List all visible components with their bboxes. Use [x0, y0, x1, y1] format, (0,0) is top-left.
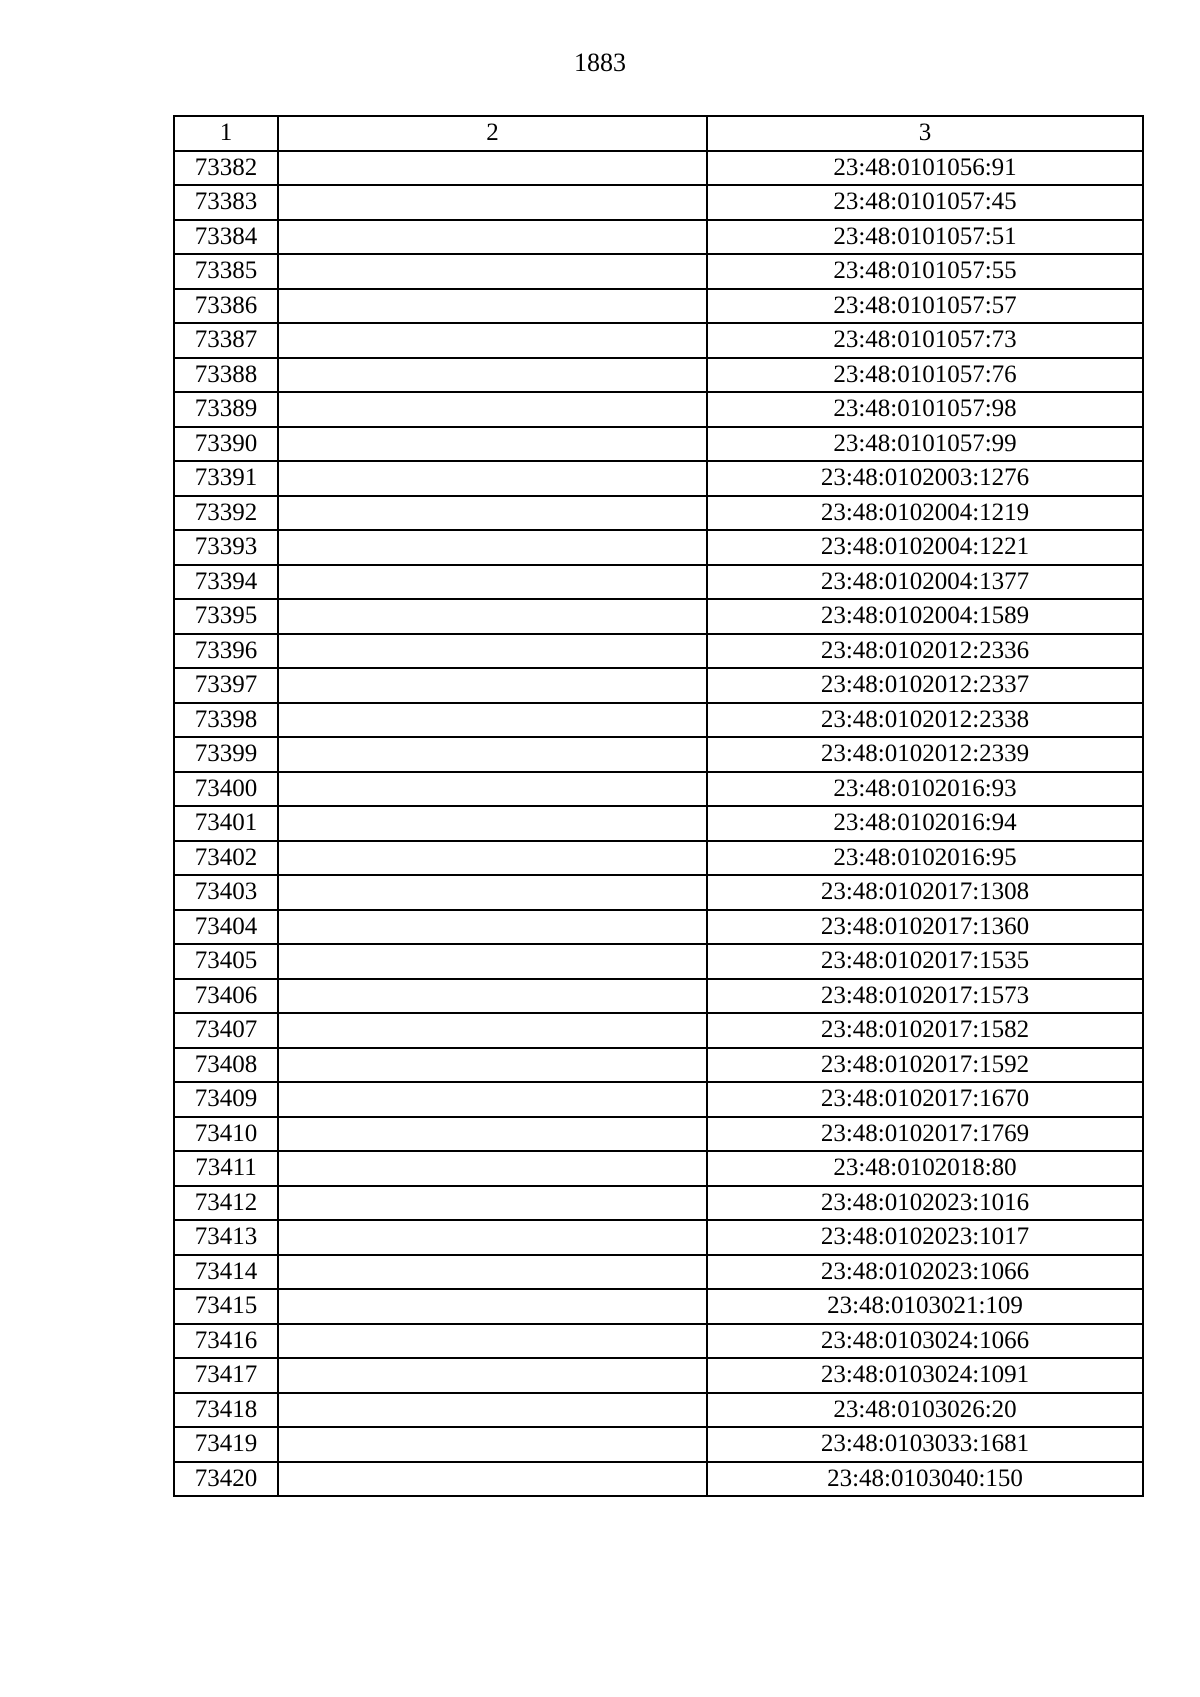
registry-table [173, 115, 1144, 1497]
cadastral-number-cell: 23:48:0101056:91 [707, 151, 1143, 186]
cadastral-number-cell: 23:48:0102018:80 [707, 1151, 1143, 1186]
cadastral-number-cell: 23:48:0102012:2339 [707, 737, 1143, 772]
description-cell [278, 1462, 707, 1497]
cadastral-number-cell: 23:48:0102017:1573 [707, 979, 1143, 1014]
table-body [174, 151, 1143, 1497]
cadastral-number-cell: 23:48:0102004:1219 [707, 496, 1143, 531]
cadastral-number-cell: 23:48:0101057:73 [707, 323, 1143, 358]
description-cell [278, 599, 707, 634]
description-cell [278, 1289, 707, 1324]
table-row [174, 1151, 1143, 1186]
row-number-cell: 73385 [174, 254, 278, 289]
column-header-1: 1 [174, 116, 278, 151]
cadastral-number-cell: 23:48:0102016:93 [707, 772, 1143, 807]
description-cell [278, 323, 707, 358]
table-row [174, 1289, 1143, 1324]
row-number-cell: 73393 [174, 530, 278, 565]
cadastral-number-cell: 23:48:0103024:1091 [707, 1358, 1143, 1393]
row-number-cell: 73397 [174, 668, 278, 703]
table-row [174, 530, 1143, 565]
table-row [174, 1255, 1143, 1290]
row-number-cell: 73386 [174, 289, 278, 324]
row-number-cell: 73415 [174, 1289, 278, 1324]
description-cell [278, 634, 707, 669]
cadastral-number-cell: 23:48:0101057:76 [707, 358, 1143, 393]
cadastral-number-cell: 23:48:0101057:45 [707, 185, 1143, 220]
description-cell [278, 427, 707, 462]
cadastral-number-cell: 23:48:0102004:1221 [707, 530, 1143, 565]
row-number-cell: 73405 [174, 944, 278, 979]
description-cell [278, 737, 707, 772]
row-number-cell: 73400 [174, 772, 278, 807]
cadastral-number-cell: 23:48:0102012:2337 [707, 668, 1143, 703]
row-number-cell: 73418 [174, 1393, 278, 1428]
description-cell [278, 461, 707, 496]
row-number-cell: 73407 [174, 1013, 278, 1048]
description-cell [278, 772, 707, 807]
description-cell [278, 1048, 707, 1083]
table-row [174, 1082, 1143, 1117]
row-number-cell: 73392 [174, 496, 278, 531]
description-cell [278, 289, 707, 324]
table-row [174, 496, 1143, 531]
description-cell [278, 875, 707, 910]
row-number-cell: 73383 [174, 185, 278, 220]
cadastral-number-cell: 23:48:0101057:55 [707, 254, 1143, 289]
row-number-cell: 73411 [174, 1151, 278, 1186]
row-number-cell: 73395 [174, 599, 278, 634]
description-cell [278, 1324, 707, 1359]
row-number-cell: 73416 [174, 1324, 278, 1359]
description-cell [278, 1151, 707, 1186]
cadastral-number-cell: 23:48:0102017:1592 [707, 1048, 1143, 1083]
row-number-cell: 73399 [174, 737, 278, 772]
cadastral-number-cell: 23:48:0102017:1308 [707, 875, 1143, 910]
row-number-cell: 73419 [174, 1427, 278, 1462]
table-row [174, 944, 1143, 979]
description-cell [278, 358, 707, 393]
cadastral-number-cell: 23:48:0102023:1017 [707, 1220, 1143, 1255]
cadastral-number-cell: 23:48:0101057:57 [707, 289, 1143, 324]
description-cell [278, 1358, 707, 1393]
row-number-cell: 73414 [174, 1255, 278, 1290]
cadastral-number-cell: 23:48:0103033:1681 [707, 1427, 1143, 1462]
description-cell [278, 1082, 707, 1117]
table-row [174, 634, 1143, 669]
description-cell [278, 1186, 707, 1221]
description-cell [278, 565, 707, 600]
page-number: 1883 [574, 48, 626, 77]
description-cell [278, 944, 707, 979]
table-row [174, 427, 1143, 462]
table-row [174, 392, 1143, 427]
cadastral-number-cell: 23:48:0102017:1670 [707, 1082, 1143, 1117]
description-cell [278, 151, 707, 186]
row-number-cell: 73401 [174, 806, 278, 841]
cadastral-number-cell: 23:48:0103026:20 [707, 1393, 1143, 1428]
cadastral-number-cell: 23:48:0102004:1377 [707, 565, 1143, 600]
cadastral-number-cell: 23:48:0102017:1360 [707, 910, 1143, 945]
row-number-cell: 73410 [174, 1117, 278, 1152]
description-cell [278, 1220, 707, 1255]
row-number-cell: 73404 [174, 910, 278, 945]
table-row [174, 772, 1143, 807]
table-row [174, 358, 1143, 393]
table-row [174, 1220, 1143, 1255]
row-number-cell: 73387 [174, 323, 278, 358]
table-row [174, 1048, 1143, 1083]
table-row [174, 1462, 1143, 1497]
table-row [174, 1324, 1143, 1359]
description-cell [278, 530, 707, 565]
row-number-cell: 73389 [174, 392, 278, 427]
column-header-2: 2 [278, 116, 707, 151]
row-number-cell: 73384 [174, 220, 278, 255]
table-row [174, 1186, 1143, 1221]
cadastral-number-cell: 23:48:0102016:94 [707, 806, 1143, 841]
description-cell [278, 668, 707, 703]
table-row [174, 289, 1143, 324]
cadastral-number-cell: 23:48:0102017:1769 [707, 1117, 1143, 1152]
table-row [174, 875, 1143, 910]
table-row [174, 599, 1143, 634]
description-cell [278, 979, 707, 1014]
description-cell [278, 220, 707, 255]
description-cell [278, 1393, 707, 1428]
table-row [174, 806, 1143, 841]
cadastral-number-cell: 23:48:0103024:1066 [707, 1324, 1143, 1359]
row-number-cell: 73402 [174, 841, 278, 876]
cadastral-number-cell: 23:48:0102017:1582 [707, 1013, 1143, 1048]
cadastral-number-cell: 23:48:0102023:1066 [707, 1255, 1143, 1290]
table-row [174, 1117, 1143, 1152]
cadastral-number-cell: 23:48:0102003:1276 [707, 461, 1143, 496]
cadastral-number-cell: 23:48:0102017:1535 [707, 944, 1143, 979]
table-row [174, 185, 1143, 220]
table-row [174, 461, 1143, 496]
description-cell [278, 1013, 707, 1048]
row-number-cell: 73390 [174, 427, 278, 462]
table-row [174, 668, 1143, 703]
cadastral-number-cell: 23:48:0102012:2336 [707, 634, 1143, 669]
column-header-3: 3 [707, 116, 1143, 151]
table-row [174, 1358, 1143, 1393]
table-row [174, 841, 1143, 876]
row-number-cell: 73408 [174, 1048, 278, 1083]
table-row [174, 151, 1143, 186]
description-cell [278, 1117, 707, 1152]
row-number-cell: 73388 [174, 358, 278, 393]
cadastral-number-cell: 23:48:0102016:95 [707, 841, 1143, 876]
description-cell [278, 392, 707, 427]
description-cell [278, 1255, 707, 1290]
table-row [174, 703, 1143, 738]
table-row [174, 254, 1143, 289]
cadastral-number-cell: 23:48:0103040:150 [707, 1462, 1143, 1497]
table-row [174, 1013, 1143, 1048]
description-cell [278, 910, 707, 945]
table-row [174, 323, 1143, 358]
table-row [174, 1393, 1143, 1428]
description-cell [278, 254, 707, 289]
description-cell [278, 1427, 707, 1462]
cadastral-number-cell: 23:48:0101057:99 [707, 427, 1143, 462]
row-number-cell: 73394 [174, 565, 278, 600]
cadastral-number-cell: 23:48:0102023:1016 [707, 1186, 1143, 1221]
row-number-cell: 73396 [174, 634, 278, 669]
row-number-cell: 73409 [174, 1082, 278, 1117]
description-cell [278, 703, 707, 738]
header-row [174, 116, 1143, 151]
row-number-cell: 73406 [174, 979, 278, 1014]
row-number-cell: 73403 [174, 875, 278, 910]
row-number-cell: 73412 [174, 1186, 278, 1221]
cadastral-number-cell: 23:48:0101057:98 [707, 392, 1143, 427]
table-row [174, 220, 1143, 255]
cadastral-number-cell: 23:48:0103021:109 [707, 1289, 1143, 1324]
table-row [174, 979, 1143, 1014]
table-row [174, 565, 1143, 600]
row-number-cell: 73413 [174, 1220, 278, 1255]
row-number-cell: 73420 [174, 1462, 278, 1497]
table-row [174, 910, 1143, 945]
description-cell [278, 841, 707, 876]
description-cell [278, 496, 707, 531]
table-row [174, 1427, 1143, 1462]
description-cell [278, 806, 707, 841]
row-number-cell: 73382 [174, 151, 278, 186]
cadastral-number-cell: 23:48:0101057:51 [707, 220, 1143, 255]
table-row [174, 737, 1143, 772]
description-cell [278, 185, 707, 220]
cadastral-number-cell: 23:48:0102004:1589 [707, 599, 1143, 634]
row-number-cell: 73391 [174, 461, 278, 496]
row-number-cell: 73417 [174, 1358, 278, 1393]
row-number-cell: 73398 [174, 703, 278, 738]
cadastral-number-cell: 23:48:0102012:2338 [707, 703, 1143, 738]
